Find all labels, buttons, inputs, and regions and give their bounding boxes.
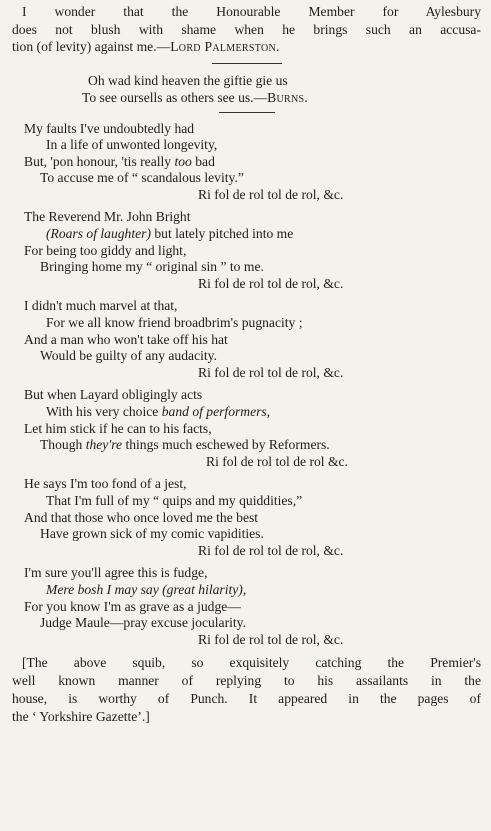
verse-line: That I'm full of my “ quips and my quiddities,” <box>46 492 303 508</box>
verse-line: (Roars of laughter) but lately pitched into me <box>46 226 294 242</box>
italic-roars: (Roars of laughter) <box>46 226 151 242</box>
epigraph-line-1: Oh wad kind heaven the giftie gie us <box>88 72 288 88</box>
editor-note <box>12 654 481 726</box>
verse-line: In a life of unwonted longevity, <box>46 137 218 153</box>
divider-rule <box>212 63 282 64</box>
refrain: Ri fol de rol tol de rol, &c. <box>198 364 344 380</box>
refrain: Ri fol de rol tol de rol, &c. <box>198 186 344 202</box>
intro-line-3 <box>12 38 481 56</box>
verse-line: And that those who once loved me the best <box>24 509 259 525</box>
note-line-1: [The above squib, so exquisitely catching the Premier's <box>22 655 481 671</box>
intro-attribution: Lord Palmerston. <box>170 39 280 54</box>
italic-too: too <box>174 153 192 169</box>
verse-line: But, 'pon honour, 'tis really too bad <box>24 153 215 169</box>
epigraph <box>12 72 481 106</box>
italic-theyre: they're <box>85 437 123 453</box>
verse-line: For being too giddy and light, <box>24 242 187 258</box>
verse-line: Mere bosh I may say (great hilarity), <box>46 581 247 597</box>
refrain: Ri fol de rol tol de rol &c. <box>206 453 348 469</box>
verse-line: Bringing home my “ original sin ” to me. <box>40 259 264 275</box>
verse-line: But when Layard obligingly acts <box>24 387 203 403</box>
epigraph-line-2 <box>12 89 481 106</box>
italic-band: band of performers, <box>161 404 271 419</box>
verse-line: To accuse me of “ scandalous levity.” <box>40 170 244 186</box>
stanza-1 <box>12 121 481 204</box>
verse-line: My faults I've undoubtedly had <box>24 120 195 136</box>
stanza-3 <box>12 298 481 381</box>
verse-line: He says I'm too fond of a jest, <box>24 476 187 492</box>
refrain: Ri fol de rol tol de rol, &c. <box>198 542 344 558</box>
stanza-5 <box>12 476 481 559</box>
stanza-2 <box>12 209 481 292</box>
intro-line-3-text: tion (of levity) against me.— <box>12 39 171 54</box>
verse-line: I'm sure you'll agree this is fudge, <box>24 565 208 581</box>
note-line-3: house, is worthy of Punch. It appeared in the pages of <box>12 691 481 707</box>
verse-line: The Reverend Mr. John Bright <box>24 209 191 225</box>
verse-line: Judge Maule—pray excuse jocularity. <box>40 615 246 631</box>
verse-line: With his very choice band of performers, <box>46 404 271 419</box>
epigraph-line-2-text: To see oursells as others see us.— <box>82 89 268 105</box>
note-line-2: well known manner of replying to his assailants in the <box>12 673 481 689</box>
verse-line: I didn't much marvel at that, <box>24 298 178 314</box>
verse-line: Though they're things much eschewed by Reformers. <box>40 437 330 453</box>
italic-may: may say (great hilarity), <box>114 581 247 597</box>
refrain: Ri fol de rol tol de rol, &c. <box>198 275 344 291</box>
verse-line: For we all know friend broadbrim's pugnacity ; <box>46 315 303 331</box>
note-line-4: the ‘ Yorkshire Gazette’.] <box>12 709 150 725</box>
intro-quote <box>12 3 481 56</box>
divider-rule-short <box>219 112 275 113</box>
verse-line: And a man who won't take off his hat <box>24 331 228 347</box>
verse-line: For you know I'm as grave as a judge— <box>24 598 241 614</box>
epigraph-attribution: Burns. <box>267 89 309 105</box>
stanza-4 <box>12 387 481 470</box>
verse-line: Would be guilty of any audacity. <box>40 348 217 364</box>
stanza-6 <box>12 565 481 648</box>
verse-line: Let him stick if he can to his facts, <box>24 420 212 436</box>
refrain: Ri fol de rol tol de rol, &c. <box>198 631 344 647</box>
verse-line: Have grown sick of my comic vapidities. <box>40 526 264 542</box>
intro-line-2: does not blush with shame when he brings such an accusa- <box>12 21 481 37</box>
intro-line-1: I wonder that the Honourable Member for Aylesbury <box>22 4 481 19</box>
